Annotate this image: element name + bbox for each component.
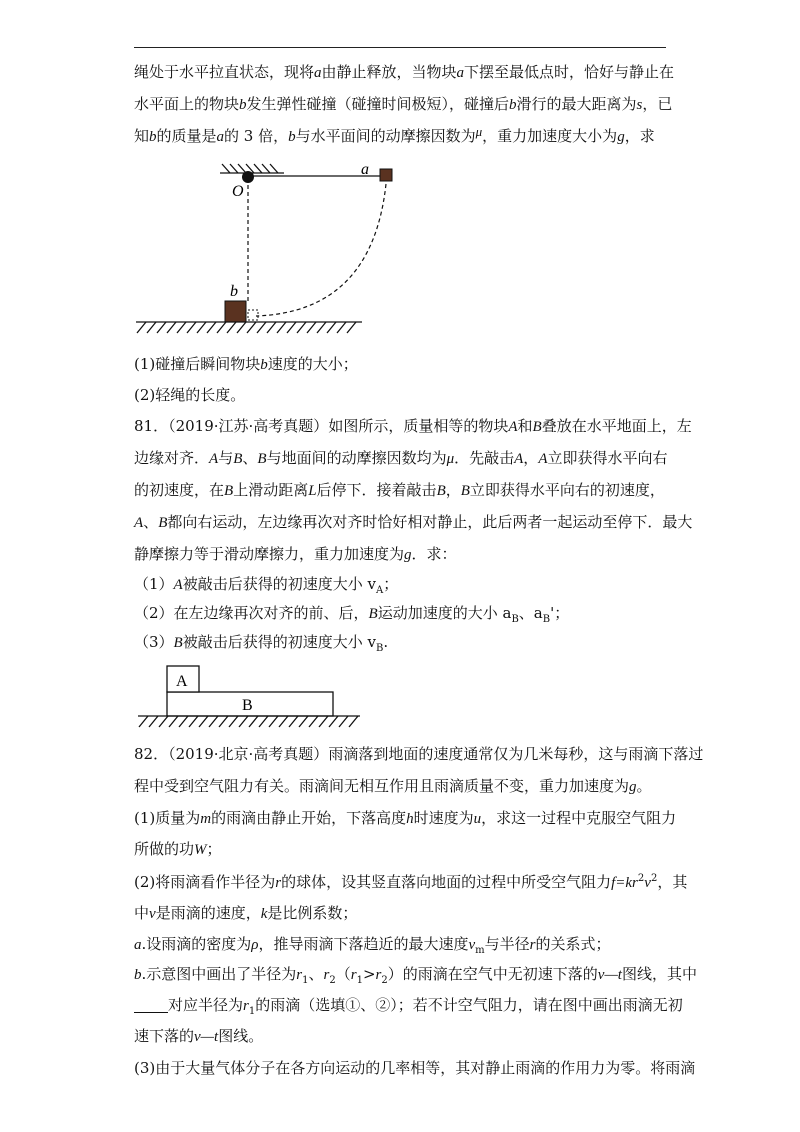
q81-sub-2: （2）在左边缘再次对齐的前、后，B运动加速度的大小 $a_B$、$a_B'$；	[134, 604, 570, 625]
q82-part-2a: (2)将雨滴看作半径为r的球体，设其竖直落向地面的过程中所受空气阻力$f=kr^2v^2$，其	[134, 873, 688, 891]
q80-line-1: 绳处于水平拉直状态，现将a由静止释放，当物块a下摆至最低点时，恰好与静止在	[134, 63, 675, 81]
q82-line-1: 82．（2019·北京·高考真题）雨滴落到地面的速度通常仅为几米每秒，这与雨滴下落过	[134, 745, 704, 763]
q82-number: 82．	[134, 745, 169, 763]
q82-part-2d: b.示意图中画出了半径为$r_1$、$r_2(r_1>r_2)$的雨滴在空气中无初速下落的v—t图线，其中	[134, 965, 697, 986]
q82-part-2f: 速下落的v—t图线。	[134, 1027, 264, 1045]
ground-hatch-2	[138, 716, 360, 727]
q80-sub-1: (1)碰撞后瞬间物块b速度的大小；	[134, 355, 358, 373]
q81-line-4: A、B都向右运动，左边缘再次对齐时恰好相对静止，此后两者一起运动至停下．最大	[134, 513, 693, 531]
q81-line-2: 边缘对齐．A与B、B与地面间的动摩擦因数均为μ．先敲击A，A立即获得水平向右	[134, 449, 668, 467]
q82-part-1b: 所做的功W；	[134, 840, 222, 858]
q80-sub-2: (2)轻绳的长度。	[134, 386, 246, 404]
q82-line-2: 程中受到空气阻力有关。雨滴间无相互作用且雨滴质量不变，重力加速度为g。	[134, 777, 652, 795]
q82-part-3: (3)由于大量气体分子在各方向运动的几率相等，其对静止雨滴的作用力为零。将雨滴	[134, 1059, 696, 1077]
q80-line-2: 水平面上的物块b发生弹性碰撞（碰撞时间极短），碰撞后b滑行的最大距离为s，已	[134, 95, 673, 113]
q82-part-1a: (1)质量为m的雨滴由静止开始，下落高度h时速度为u，求这一过程中克服空气阻力	[134, 809, 677, 827]
q81-line-1: 81．（2019·江苏·高考真题）如图所示，质量相等的物块A和B叠放在水平地面上，左	[134, 417, 692, 435]
label-A: A	[176, 673, 188, 690]
label-B: B	[242, 697, 253, 714]
q82-source: （2019·北京·高考真题）	[168, 745, 329, 763]
q81-sub-1: （1）A被敲击后获得的初速度大小 $v_A$；	[134, 575, 399, 596]
q82-part-2b: 中v是雨滴的速度，k是比例系数；	[134, 904, 358, 922]
label-O: O	[232, 183, 244, 200]
label-a: a	[361, 161, 369, 178]
q81-number: 81．	[134, 417, 169, 435]
q81-source: （2019·江苏·高考真题）	[168, 417, 329, 435]
label-b: b	[230, 283, 238, 300]
q81-line-3: 的初速度，在B上滑动距离L后停下．接着敲击B，B立即获得水平向右的初速度，	[134, 481, 665, 499]
q82-part-2e: 对应半径为$r_1$的雨滴（选填①、②）；若不计空气阻力，请在图中画出雨滴无初	[134, 995, 683, 1016]
q82-part-2c: a.设雨滴的密度为ρ，推导雨滴下落趋近的最大速度$v_m$与半径r的关系式；	[134, 935, 611, 956]
answer-blank[interactable]	[134, 998, 168, 1013]
q81-sub-3: （3）B被敲击后获得的初速度大小 $v_B$.	[134, 633, 389, 654]
q80-line-3: 知b的质量是a的 3 倍，b与水平面间的动摩擦因数为μ，重力加速度大小为g，求	[134, 124, 655, 145]
q81-line-5: 静摩擦力等于滑动摩擦力，重力加速度为g．求：	[134, 545, 457, 563]
